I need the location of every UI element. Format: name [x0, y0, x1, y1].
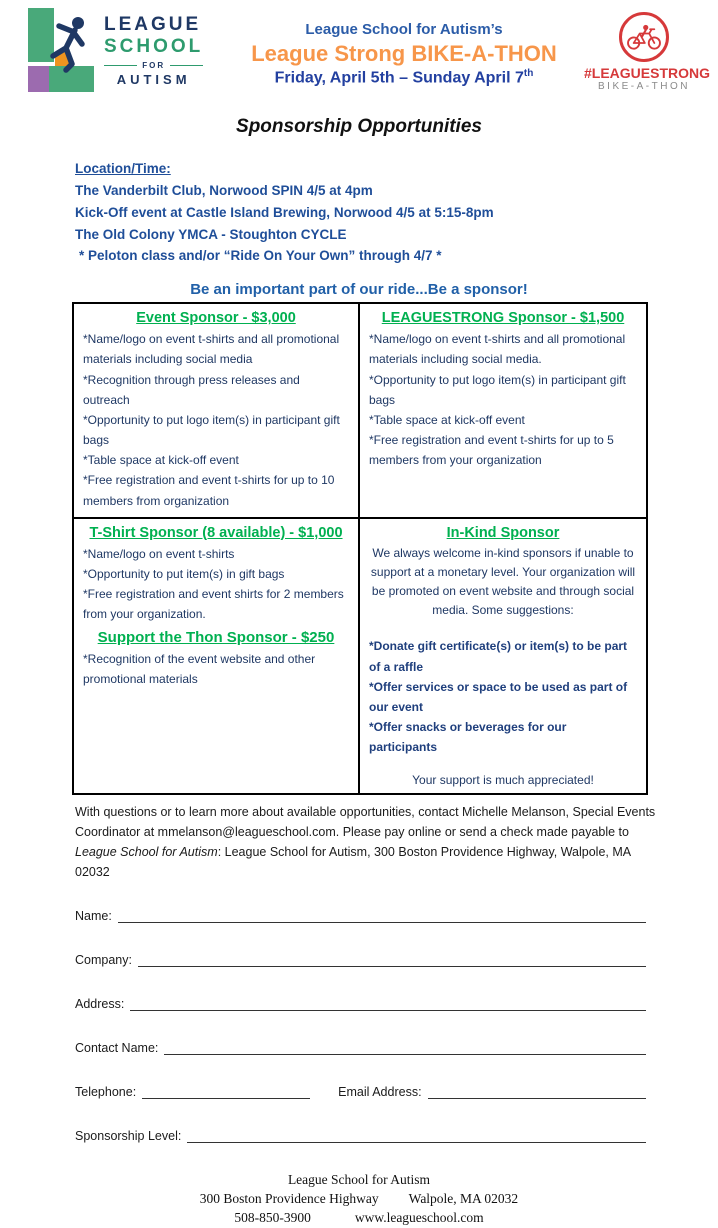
form-row-telephone-email [75, 1084, 646, 1099]
logo-word-school: SCHOOL [104, 35, 204, 57]
sponsor-form [75, 908, 646, 1143]
form-row-company [75, 952, 646, 967]
event-org-title: League School for Autism’s [305, 21, 503, 38]
event-title: League Strong BIKE-A-THON [251, 40, 557, 66]
location-note: * Peloton class and/or “Ride On Your Own” through 4/7 * [79, 248, 442, 264]
company-blank-line [138, 952, 646, 967]
inkind-suggestion: *Offer services or space to be used as part of our event [369, 679, 628, 714]
email-blank-line [428, 1084, 646, 1099]
header-titles [224, 8, 584, 89]
footer-website: www.leagueschool.com [354, 1210, 484, 1226]
footer-contact-line [0, 1209, 718, 1228]
sponsor-benefit: *Name/logo on event t-shirts [83, 546, 235, 561]
logo-word-autism: AUTISM [116, 71, 191, 87]
logo-rule-left [104, 65, 137, 66]
climbing-figure-icon [42, 14, 94, 76]
logo-word-for: FOR [104, 61, 203, 70]
sponsor-benefit: *Opportunity to put logo item(s) in participant gift bags [83, 412, 340, 448]
sponsorship-level-blank-line [187, 1128, 646, 1143]
sponsor-benefit: *Name/logo on event t-shirts and all promotional materials including social media. [369, 332, 626, 367]
sponsor-benefit: *Table space at kick-off event [83, 453, 239, 468]
cyclist-icon [625, 24, 663, 50]
leaguestrong-hashtag: #LEAGUESTRONG [584, 65, 711, 81]
sponsor-benefit: *Recognition through press releases and outreach [83, 372, 300, 407]
sponsor-benefit: *Name/logo on event t-shirts and all promotional materials including social media [83, 332, 340, 367]
inkind-intro: We always welcome in-kind sponsors if unable to support at a monetary level. Your organization will be promoted on event website and through social media. Some suggestions: [370, 545, 636, 618]
location-section [75, 158, 646, 267]
league-school-logo-mark [28, 8, 94, 92]
leaguestrong-logo [584, 8, 711, 92]
tshirt-sponsor-cell [74, 519, 360, 794]
footer-phone: 508-850-3900 [234, 1210, 311, 1226]
sponsor-table [72, 302, 648, 795]
telephone-blank-line [142, 1084, 310, 1099]
form-row-name [75, 908, 646, 923]
email-label: Email Address: [338, 1085, 422, 1100]
bike-circle-badge [619, 12, 669, 62]
location-heading: Location/Time: [75, 161, 171, 176]
name-label: Name: [75, 909, 112, 924]
inkind-sponsor-cell [360, 519, 646, 794]
footer-street: 300 Boston Providence Highway [199, 1191, 379, 1207]
page-title: Sponsorship Opportunities [236, 116, 482, 137]
footer [0, 1171, 718, 1228]
sponsor-benefit: *Opportunity to put logo item(s) in participant gift bags [369, 372, 626, 407]
contact-name-blank-line [164, 1040, 646, 1055]
inkind-sponsor-title: In-Kind Sponsor [446, 524, 560, 541]
location-line: The Vanderbilt Club, Norwood SPIN 4/5 at 4pm [75, 182, 373, 198]
event-sponsor-cell [74, 304, 360, 518]
event-sponsor-title: Event Sponsor - $3,000 [136, 310, 296, 327]
leaguestrong-sponsor-title: LEAGUESTRONG Sponsor - $1,500 [381, 310, 625, 327]
leaguestrong-subtitle: BIKE-A-THON [598, 81, 690, 92]
form-row-contact-name [75, 1040, 646, 1055]
tshirt-sponsor-title: T-Shirt Sponsor (8 available) - $1,000 [89, 524, 343, 541]
form-row-address [75, 996, 646, 1011]
inkind-suggestion: *Offer snacks or beverages for our participants [369, 720, 567, 755]
contact-name-label: Contact Name: [75, 1041, 159, 1056]
sponsor-benefit: *Table space at kick-off event [369, 412, 525, 427]
sponsor-benefit: *Free registration and event shirts for 2 members from your organization. [83, 587, 344, 622]
footer-city: Walpole, MA 02032 [408, 1191, 519, 1207]
contact-paragraph: With questions or to learn more about available opportunities, contact Michelle Melanson, Special Events Coordinator at mmelanson@leagueschool.com. Please pay online or send a check made payable to League School for Autism: League School for Autism, 300 Boston Providence Highway, Walpole, MA 02032 [75, 805, 656, 880]
payable-to-name: League School for Autism [75, 845, 218, 860]
address-label: Address: [75, 997, 125, 1012]
sponsor-benefit: *Free registration and event t-shirts for up to 5 members from your organization [369, 433, 614, 468]
location-line: Kick-Off event at Castle Island Brewing, Norwood 4/5 at 5:15-8pm [75, 204, 494, 220]
sponsor-benefit: *Opportunity to put item(s) in gift bags [83, 566, 285, 581]
form-row-sponsorship-level [75, 1128, 646, 1143]
league-school-logo-text [104, 8, 203, 92]
location-line: The Old Colony YMCA - Stoughton CYCLE [75, 226, 347, 242]
sponsor-benefit: *Recognition of the event website and other promotional materials [83, 652, 316, 687]
company-label: Company: [75, 953, 132, 968]
name-blank-line [118, 908, 646, 923]
leaguestrong-sponsor-cell [360, 304, 646, 518]
support-thon-sponsor-title: Support the Thon Sponsor - $250 [97, 629, 335, 647]
league-school-logo [28, 8, 224, 92]
footer-address-line [0, 1190, 718, 1209]
sponsor-benefit: *Free registration and event t-shirts for up to 10 members from organization [83, 473, 335, 508]
logo-word-league: LEAGUE [104, 14, 202, 35]
address-blank-line [130, 996, 646, 1011]
sponsorship-level-label: Sponsorship Level: [75, 1129, 182, 1144]
event-dates: Friday, April 5th – Sunday April 7th [274, 68, 534, 87]
telephone-label: Telephone: [75, 1085, 137, 1100]
sponsor-cta: Be an important part of our ride...Be a sponsor! [190, 281, 528, 299]
inkind-suggestion: *Donate gift certificate(s) or item(s) to be part of a raffle [369, 639, 628, 674]
footer-org-name: League School for Autism [287, 1172, 431, 1188]
header [0, 0, 718, 102]
logo-rule-right [170, 65, 203, 66]
inkind-outro: Your support is much appreciated! [412, 773, 594, 788]
date-superscript: th [523, 68, 534, 79]
